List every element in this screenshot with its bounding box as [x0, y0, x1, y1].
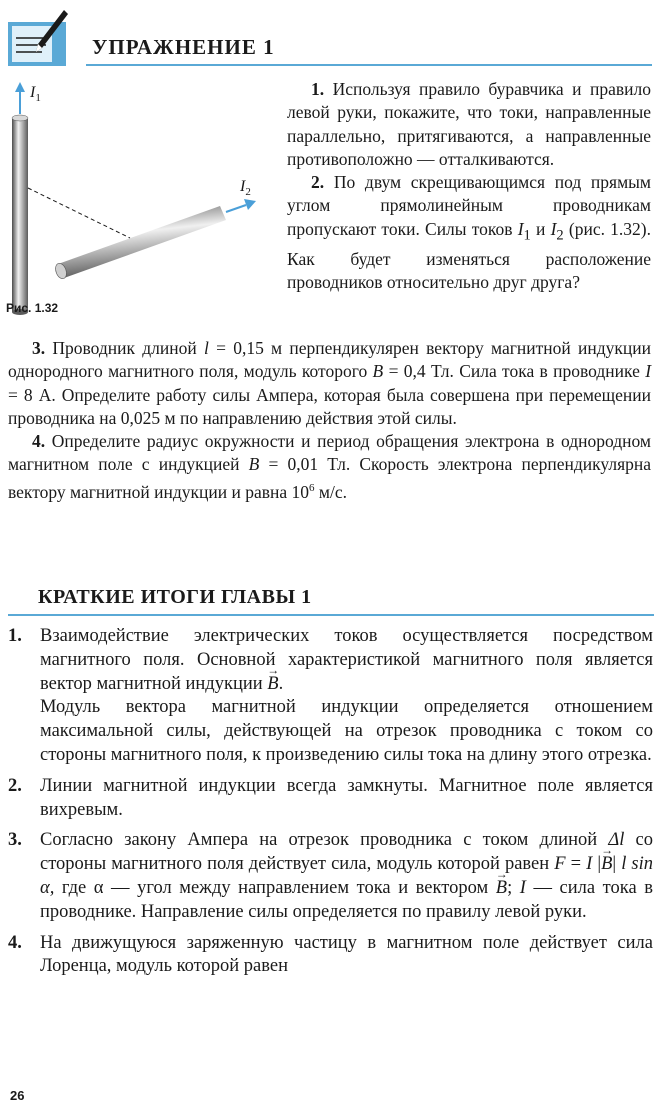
header-divider: [86, 64, 652, 66]
summary-item-4: 4. На движущуюся заряженную частицу в магнитном поле действует сила Лоренца, модуль которой равен: [8, 932, 653, 977]
page-number: 26: [10, 1088, 25, 1103]
summary-item-3: 3. Согласно закону Ампера на отрезок проводника с током длиной Δl со стороны магнитного поля действует сила, модуль которой равен F = I |→ B| l sin α, где α — угол между направлением тока и вектором → B; I — сила тока в проводнике. Направление силы определяется по правилу левой руки.: [8, 829, 653, 924]
summary-title: КРАТКИЕ ИТОГИ ГЛАВЫ 1: [38, 586, 312, 608]
figure-caption: Рис. 1.32: [6, 301, 59, 315]
exercise-1: 1. Используя правило буравчика и правило левой руки, покажите, что токи, направленные параллельно, притягиваются, а направленные противоположно — отталкиваются.: [287, 79, 651, 169]
current-i1-arrow: [15, 82, 25, 114]
exercises-1-2: [287, 78, 651, 294]
summary-list: [8, 625, 653, 986]
distance-dashed-line: [28, 188, 130, 238]
i2-label: $I_2$: [240, 178, 251, 199]
vertical-conductor: [12, 115, 28, 315]
exercise-title: УПРАЖНЕНИЕ 1: [92, 35, 275, 59]
exercise-4: 4. Определите радиус окружности и период обращения электрона в однородном магнитном поле с индукцией B = 0,01 Тл. Скорость электрона перпендикулярна вектору магнитной индукции и равна $10^6$ м/с.: [8, 431, 652, 502]
exercise-pen-icon: [8, 8, 70, 66]
i1-label: $I_1$: [30, 84, 41, 105]
summary-divider: [8, 614, 654, 616]
diagonal-conductor: [54, 206, 226, 280]
current-i2-arrow: [226, 199, 256, 212]
vector-b: → B: [601, 853, 612, 877]
summary-item-1: 1. Взаимодействие электрических токов осуществляется посредством магнитного поля. Основной характеристикой магнитного поля является вектор магнитной индукции → B. Модуль вектора магнитной индукции определяется отношением максимальной силы, действующей на отрезок проводника с током со стороны магнитного поля, к произведению силы тока на длину этого отрезка.: [8, 625, 653, 768]
exercise-2: 2. По двум скрещивающимся под прямым углом прямолинейным проводникам пропускают токи. Силы токов $I_1$ и $I_2$ (рис. 1.32). Как будет изменяться расположение проводников относительно друг друга?: [287, 172, 652, 292]
summary-item-2: 2. Линии магнитной индукции всегда замкнуты. Магнитное поле является вихревым.: [8, 775, 653, 820]
vector-b: → B: [496, 877, 507, 901]
exercises-3-4: [8, 337, 651, 504]
exercise-3: 3. Проводник длиной l = 0,15 м перпендикулярен вектору магнитной индукции однородного магнитного поля, модуль которого B = 0,4 Тл. Сила тока в проводнике I = 8 А. Определите работу силы Ампера, которая была совершена при перемещении проводника на 0,025 м по направлению действия этой силы.: [8, 338, 652, 428]
vector-b: → B: [267, 673, 278, 697]
figure-1-32: [0, 78, 280, 328]
